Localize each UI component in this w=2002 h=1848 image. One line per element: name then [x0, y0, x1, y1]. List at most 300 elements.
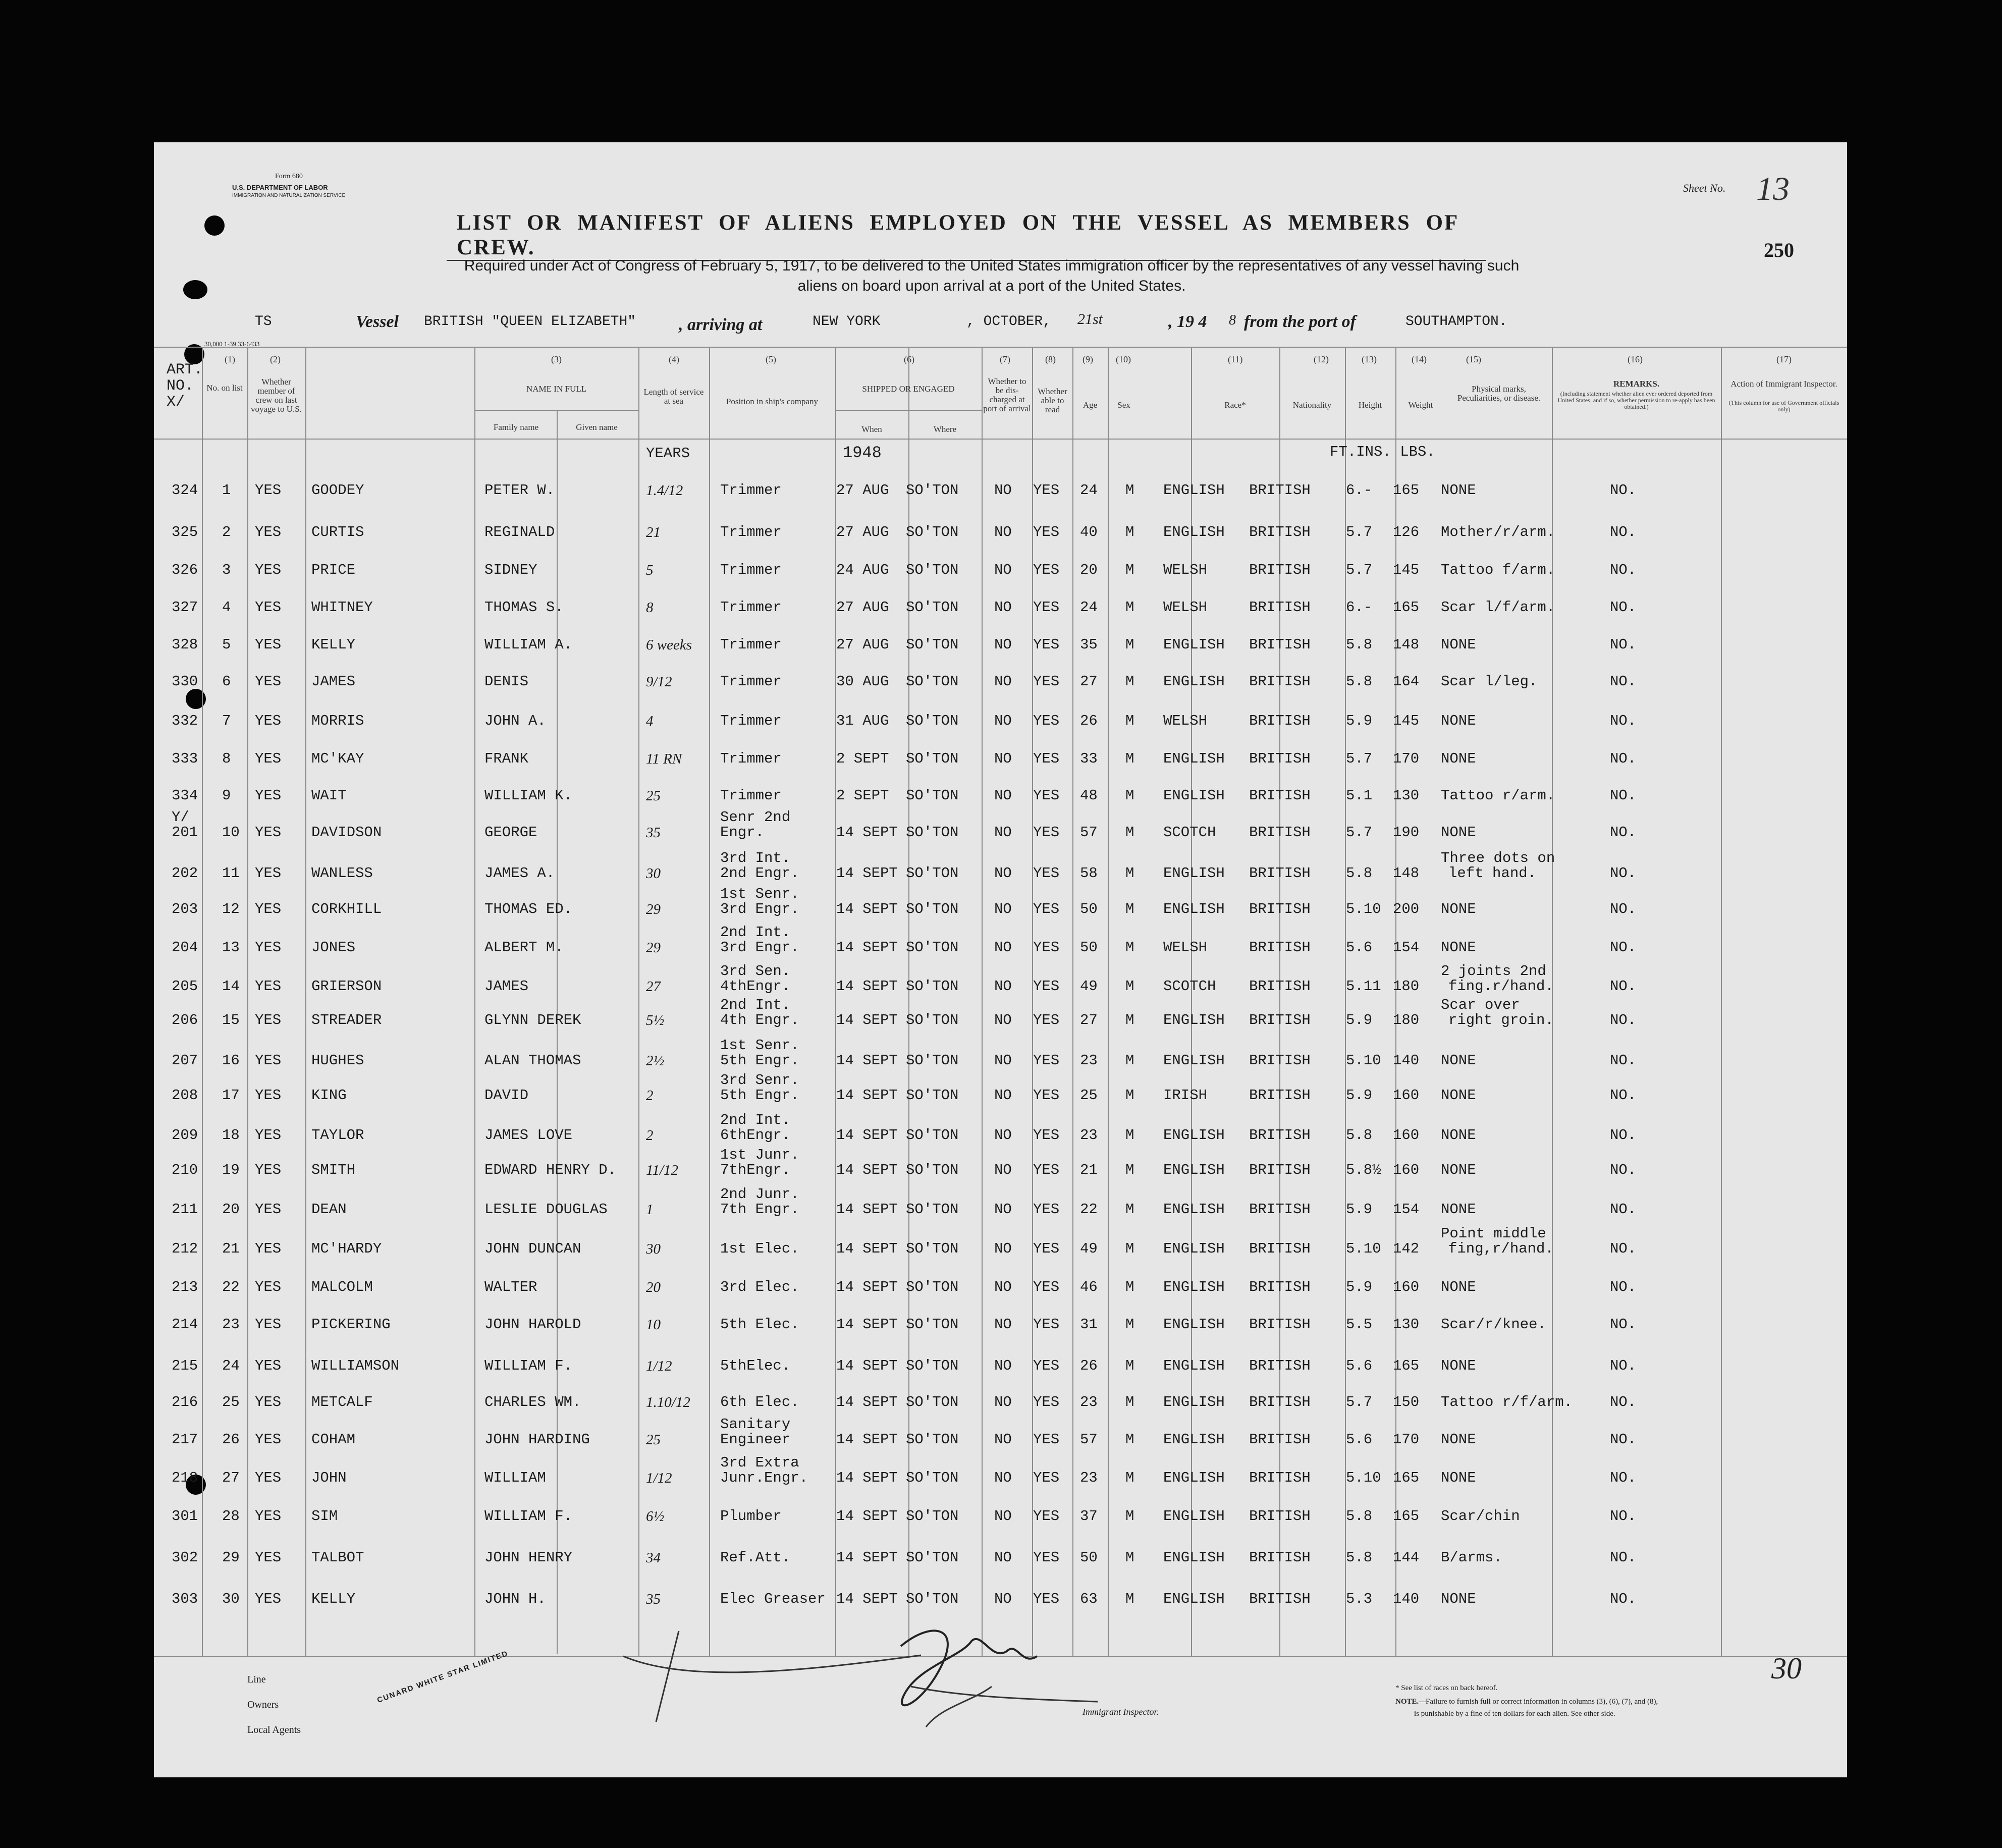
cell-art-prefix: Y/: [172, 809, 189, 826]
col-4-header: Length of service at sea: [643, 387, 704, 406]
cell-weight: 165: [1393, 482, 1420, 499]
cell-able-to-read: YES: [1033, 1012, 1060, 1028]
cell-sex: M: [1125, 750, 1134, 767]
cell-prev-voyage: YES: [255, 1431, 282, 1448]
cell-remarks: NO.: [1610, 1357, 1637, 1374]
cell-list-no: 4: [222, 599, 231, 616]
cell-height: 5.9: [1346, 1087, 1373, 1104]
cell-nationality: BRITISH: [1249, 562, 1311, 578]
cell-remarks: NO.: [1610, 524, 1637, 540]
cell-discharged: NO: [994, 1127, 1012, 1144]
cell-remarks: NO.: [1610, 1431, 1637, 1448]
cell-list-no: 14: [222, 978, 240, 995]
cell-weight: 154: [1393, 1201, 1420, 1218]
cell-prev-voyage: YES: [255, 1316, 282, 1333]
cell-able-to-read: YES: [1033, 599, 1060, 616]
cell-physical-marks: Scar l/f/arm.: [1441, 599, 1555, 616]
cell-race: ENGLISH: [1163, 1508, 1225, 1525]
cell-weight: 160: [1393, 1279, 1420, 1295]
cell-weight: 154: [1393, 939, 1420, 956]
cell-given-name: WILLIAM A.: [484, 636, 573, 653]
line-label: Line: [247, 1674, 266, 1685]
cell-shipped-when: 14 SEPT: [836, 1201, 898, 1218]
cell-shipped-where: SO'TON: [906, 1508, 959, 1525]
cell-art-no: 327: [172, 599, 198, 616]
cell-nationality: BRITISH: [1249, 901, 1311, 917]
cell-discharged: NO: [994, 1162, 1012, 1178]
cell-age: 31: [1080, 1316, 1098, 1333]
cell-given-name: FRANK: [484, 750, 529, 767]
cell-sex: M: [1125, 978, 1134, 995]
cell-physical-marks: Tattoo r/f/arm.: [1441, 1394, 1573, 1410]
cell-list-no: 26: [222, 1431, 240, 1448]
cell-art-no: 203: [172, 901, 198, 917]
table-row: [154, 1416, 1847, 1458]
cell-prev-voyage: YES: [255, 1508, 282, 1525]
cell-position-line2: 5th Engr.: [720, 1052, 799, 1069]
cell-given-name: JOHN DUNCAN: [484, 1240, 581, 1257]
cell-prev-voyage: YES: [255, 713, 282, 729]
cell-shipped-where: SO'TON: [906, 673, 959, 690]
art-no-header: ART. NO. X/: [167, 361, 203, 411]
cell-discharged: NO: [994, 599, 1012, 616]
cell-prev-voyage: YES: [255, 636, 282, 653]
cell-sex: M: [1125, 939, 1134, 956]
col-16-note: (Including statement whether alien ever ordered deported from United States, and if so, whether permission to re-apply has been obtained.): [1557, 390, 1715, 410]
cell-weight: 140: [1393, 1591, 1420, 1607]
cell-discharged: NO: [994, 1052, 1012, 1069]
cell-list-no: 20: [222, 1201, 240, 1218]
cell-length-of-service: 21: [646, 524, 661, 540]
cell-shipped-where: SO'TON: [906, 901, 959, 917]
cell-sex: M: [1125, 1279, 1134, 1295]
cell-height: 5.9: [1346, 1279, 1373, 1295]
cell-nationality: BRITISH: [1249, 1052, 1311, 1069]
cell-height: 6.-: [1346, 482, 1373, 499]
cell-height: 5.8½: [1346, 1162, 1381, 1178]
cell-position: Trimmer: [720, 673, 782, 690]
cell-weight: 165: [1393, 599, 1420, 616]
cell-remarks: NO.: [1610, 636, 1637, 653]
cell-shipped-where: SO'TON: [906, 787, 959, 804]
cell-nationality: BRITISH: [1249, 1240, 1311, 1257]
cell-length-of-service: 8: [646, 600, 654, 616]
cell-weight: 165: [1393, 1508, 1420, 1525]
cell-physical-marks: NONE: [1441, 713, 1476, 729]
cell-race: ENGLISH: [1163, 1591, 1225, 1607]
cell-list-no: 7: [222, 713, 231, 729]
col-15-header: Physical marks, Peculiarities, or disease.: [1457, 384, 1541, 403]
cell-sex: M: [1125, 1549, 1134, 1566]
cell-nationality: BRITISH: [1249, 636, 1311, 653]
cell-age: 27: [1080, 673, 1098, 690]
cell-age: 50: [1080, 901, 1098, 917]
cell-nationality: BRITISH: [1249, 713, 1311, 729]
cell-age: 26: [1080, 713, 1098, 729]
manifest-sheet: [154, 142, 1847, 1777]
cell-prev-voyage: YES: [255, 1279, 282, 1295]
cell-shipped-when: 14 SEPT: [836, 1549, 898, 1566]
cell-list-no: 27: [222, 1470, 240, 1486]
cell-prev-voyage: YES: [255, 1357, 282, 1374]
cell-family-name: TAYLOR: [311, 1127, 364, 1144]
table-row: [154, 963, 1847, 1005]
cell-shipped-when: 31 AUG: [836, 713, 889, 729]
cell-discharged: NO: [994, 562, 1012, 578]
cell-physical-marks: 2 joints 2nd: [1441, 963, 1546, 980]
cell-prev-voyage: YES: [255, 482, 282, 499]
cell-race: WELSH: [1163, 562, 1208, 578]
cell-length-of-service: 9/12: [646, 674, 672, 690]
cell-nationality: BRITISH: [1249, 1201, 1311, 1218]
cell-height: 5.7: [1346, 824, 1373, 841]
cell-discharged: NO: [994, 1201, 1012, 1218]
cell-nationality: BRITISH: [1249, 1279, 1311, 1295]
cell-able-to-read: YES: [1033, 482, 1060, 499]
cell-given-name: THOMAS ED.: [484, 901, 573, 917]
cell-age: 57: [1080, 1431, 1098, 1448]
col-num: (1): [225, 354, 235, 364]
cell-position: 1st Junr.: [720, 1147, 799, 1163]
cell-weight: 130: [1393, 1316, 1420, 1333]
cell-physical-marks-line2: fing,r/hand.: [1448, 1240, 1554, 1257]
cell-prev-voyage: YES: [255, 1087, 282, 1104]
cell-shipped-when: 14 SEPT: [836, 1394, 898, 1410]
cell-discharged: NO: [994, 901, 1012, 917]
cell-art-no: 209: [172, 1127, 198, 1144]
cell-physical-marks: Scar l/leg.: [1441, 673, 1538, 690]
cell-family-name: CURTIS: [311, 524, 364, 540]
table-row: [154, 777, 1847, 814]
cell-position-line2: 5th Engr.: [720, 1087, 799, 1104]
cell-able-to-read: YES: [1033, 1431, 1060, 1448]
cell-sex: M: [1125, 713, 1134, 729]
cell-position: 3rd Elec.: [720, 1279, 799, 1295]
col-3-given: Given name: [576, 422, 618, 432]
cell-prev-voyage: YES: [255, 750, 282, 767]
cell-sex: M: [1125, 599, 1134, 616]
cell-list-no: 25: [222, 1394, 240, 1410]
cell-height: 5.9: [1346, 713, 1373, 729]
cell-family-name: MALCOLM: [311, 1279, 373, 1295]
cell-nationality: BRITISH: [1249, 1162, 1311, 1178]
cell-remarks: NO.: [1610, 1087, 1637, 1104]
cell-length-of-service: 30: [646, 865, 661, 882]
cell-remarks: NO.: [1610, 1394, 1637, 1410]
cell-list-no: 10: [222, 824, 240, 841]
cell-physical-marks: NONE: [1441, 636, 1476, 653]
cell-remarks: NO.: [1610, 482, 1637, 499]
cell-able-to-read: YES: [1033, 1087, 1060, 1104]
note-text-1: Failure to furnish full or correct information in columns (3), (6), (7), and (8),: [1426, 1698, 1658, 1706]
cell-art-no: 204: [172, 939, 198, 956]
cell-position: Ref.Att.: [720, 1549, 791, 1566]
cell-given-name: DENIS: [484, 673, 529, 690]
cell-sex: M: [1125, 1127, 1134, 1144]
cell-sex: M: [1125, 1431, 1134, 1448]
cell-weight: 165: [1393, 1357, 1420, 1374]
cell-race: SCOTCH: [1163, 978, 1216, 995]
table-row: [154, 552, 1847, 589]
cell-height: 5.10: [1346, 1240, 1381, 1257]
cell-age: 21: [1080, 1162, 1098, 1178]
cell-length-of-service: 2: [646, 1088, 654, 1104]
cell-shipped-where: SO'TON: [906, 1012, 959, 1028]
cell-length-of-service: 29: [646, 901, 661, 917]
cell-given-name: ALAN THOMAS: [484, 1052, 581, 1069]
from-label: from the port of: [1244, 312, 1356, 331]
cell-height: 5.8: [1346, 1127, 1373, 1144]
cell-shipped-where: SO'TON: [906, 599, 959, 616]
cell-physical-marks: Tattoo f/arm.: [1441, 562, 1555, 578]
cell-physical-marks: Three dots on: [1441, 850, 1555, 866]
department: U.S. DEPARTMENT OF LABOR: [232, 184, 328, 191]
note-label: NOTE.—: [1395, 1698, 1427, 1706]
cell-weight: 160: [1393, 1127, 1420, 1144]
cell-family-name: JOHN: [311, 1470, 347, 1486]
cell-position: 2nd Int.: [720, 924, 791, 941]
company-stamp: CUNARD WHITE STAR LIMITED: [376, 1649, 510, 1705]
cell-remarks: NO.: [1610, 1052, 1637, 1069]
cell-family-name: CORKHILL: [311, 901, 382, 917]
cell-given-name: GLYNN DEREK: [484, 1012, 581, 1028]
cell-shipped-when: 14 SEPT: [836, 901, 898, 917]
cell-art-no: 326: [172, 562, 198, 578]
cell-age: 26: [1080, 1357, 1098, 1374]
cell-weight: 145: [1393, 713, 1420, 729]
cell-age: 37: [1080, 1508, 1098, 1525]
cell-shipped-when: 27 AUG: [836, 524, 889, 540]
cell-art-no: 325: [172, 524, 198, 540]
cell-sex: M: [1125, 1201, 1134, 1218]
col-num: (11): [1228, 354, 1243, 364]
cell-age: 49: [1080, 1240, 1098, 1257]
cell-shipped-when: 14 SEPT: [836, 1357, 898, 1374]
cell-shipped-where: SO'TON: [906, 1316, 959, 1333]
table-row: [154, 1186, 1847, 1228]
cell-discharged: NO: [994, 750, 1012, 767]
cell-shipped-where: SO'TON: [906, 824, 959, 841]
cell-physical-marks: NONE: [1441, 901, 1476, 917]
cell-race: WELSH: [1163, 939, 1208, 956]
cell-height: 5.8: [1346, 865, 1373, 882]
cell-position: Trimmer: [720, 482, 782, 499]
cell-age: 25: [1080, 1087, 1098, 1104]
cell-sex: M: [1125, 524, 1134, 540]
cell-length-of-service: 25: [646, 1432, 661, 1448]
cell-position: 3rd Senr.: [720, 1072, 799, 1089]
cell-position: Trimmer: [720, 750, 782, 767]
cell-shipped-where: SO'TON: [906, 524, 959, 540]
cell-list-no: 5: [222, 636, 231, 653]
vessel-name: BRITISH "QUEEN ELIZABETH": [424, 314, 636, 330]
cell-shipped-where: SO'TON: [906, 865, 959, 882]
cell-physical-marks: NONE: [1441, 1431, 1476, 1448]
cell-physical-marks: Tattoo r/arm.: [1441, 787, 1555, 804]
cell-nationality: BRITISH: [1249, 599, 1311, 616]
cell-nationality: BRITISH: [1249, 482, 1311, 499]
table-top-rule: [154, 347, 1847, 348]
table-row: [154, 1384, 1847, 1421]
cell-remarks: NO.: [1610, 1316, 1637, 1333]
cell-race: ENGLISH: [1163, 1012, 1225, 1028]
cell-able-to-read: YES: [1033, 1357, 1060, 1374]
cell-physical-marks: NONE: [1441, 1087, 1476, 1104]
cell-weight: 180: [1393, 1012, 1420, 1028]
cell-family-name: SMITH: [311, 1162, 356, 1178]
cell-length-of-service: 34: [646, 1550, 661, 1566]
cell-race: ENGLISH: [1163, 1549, 1225, 1566]
cell-family-name: WHITNEY: [311, 599, 373, 616]
cell-given-name: JOHN HARDING: [484, 1431, 590, 1448]
cell-weight: 145: [1393, 562, 1420, 578]
col-6-where: Where: [933, 424, 957, 434]
cell-able-to-read: YES: [1033, 1201, 1060, 1218]
table-row: [154, 886, 1847, 928]
cell-family-name: PRICE: [311, 562, 356, 578]
cell-physical-marks: NONE: [1441, 1162, 1476, 1178]
table-row: [154, 472, 1847, 509]
cell-position: Trimmer: [720, 636, 782, 653]
cell-able-to-read: YES: [1033, 1052, 1060, 1069]
cell-height: 6.-: [1346, 599, 1373, 616]
cell-position: Trimmer: [720, 599, 782, 616]
cell-family-name: METCALF: [311, 1394, 373, 1410]
cell-nationality: BRITISH: [1249, 978, 1311, 995]
punch-hole: [183, 280, 207, 299]
cell-given-name: REGINALD: [484, 524, 555, 540]
cell-weight: 165: [1393, 1470, 1420, 1486]
cell-sex: M: [1125, 1470, 1134, 1486]
cell-sex: M: [1125, 562, 1134, 578]
cell-able-to-read: YES: [1033, 1394, 1060, 1410]
cell-able-to-read: YES: [1033, 939, 1060, 956]
cell-list-no: 16: [222, 1052, 240, 1069]
cell-given-name: JOHN HAROLD: [484, 1316, 581, 1333]
cell-shipped-where: SO'TON: [906, 1357, 959, 1374]
cell-sex: M: [1125, 1357, 1134, 1374]
cell-list-no: 9: [222, 787, 231, 804]
cell-shipped-where: SO'TON: [906, 1549, 959, 1566]
cell-position-line2: 3rd Engr.: [720, 901, 799, 917]
cell-physical-marks: NONE: [1441, 1470, 1476, 1486]
cell-position: Plumber: [720, 1508, 782, 1525]
cell-discharged: NO: [994, 1279, 1012, 1295]
cell-able-to-read: YES: [1033, 1470, 1060, 1486]
cell-physical-marks: Scar/chin: [1441, 1508, 1520, 1525]
cell-given-name: JOHN H.: [484, 1591, 546, 1607]
cell-given-name: JAMES A.: [484, 865, 555, 882]
cell-list-no: 24: [222, 1357, 240, 1374]
cell-list-no: 6: [222, 673, 231, 690]
cell-discharged: NO: [994, 673, 1012, 690]
cell-able-to-read: YES: [1033, 524, 1060, 540]
col-num: (2): [270, 354, 281, 364]
cell-nationality: BRITISH: [1249, 865, 1311, 882]
cell-nationality: BRITISH: [1249, 750, 1311, 767]
cell-discharged: NO: [994, 1012, 1012, 1028]
cell-race: ENGLISH: [1163, 524, 1225, 540]
cell-given-name: LESLIE DOUGLAS: [484, 1201, 608, 1218]
cell-race: ENGLISH: [1163, 865, 1225, 882]
cell-remarks: NO.: [1610, 1201, 1637, 1218]
cell-height: 5.7: [1346, 562, 1373, 578]
cell-prev-voyage: YES: [255, 524, 282, 540]
cell-list-no: 19: [222, 1162, 240, 1178]
cell-art-no: 303: [172, 1591, 198, 1607]
cell-family-name: KELLY: [311, 1591, 356, 1607]
col-num: (17): [1776, 354, 1792, 364]
table-row: [154, 1072, 1847, 1114]
cell-discharged: NO: [994, 787, 1012, 804]
cell-prev-voyage: YES: [255, 1591, 282, 1607]
cell-position-line2: 2nd Engr.: [720, 865, 799, 882]
cell-physical-marks-line2: fing.r/hand.: [1448, 978, 1554, 995]
cell-height: 5.9: [1346, 1201, 1373, 1218]
cell-height: 5.7: [1346, 1394, 1373, 1410]
cell-art-no: 202: [172, 865, 198, 882]
cell-discharged: NO: [994, 1240, 1012, 1257]
cell-nationality: BRITISH: [1249, 673, 1311, 690]
cell-shipped-where: SO'TON: [906, 1162, 959, 1178]
cell-age: 46: [1080, 1279, 1098, 1295]
cell-prev-voyage: YES: [255, 1240, 282, 1257]
cell-art-no: 207: [172, 1052, 198, 1069]
cell-prev-voyage: YES: [255, 599, 282, 616]
cell-weight: 200: [1393, 901, 1420, 917]
cell-physical-marks: B/arms.: [1441, 1549, 1502, 1566]
col-11-header: Race*: [1224, 400, 1246, 410]
col-num: (7): [1000, 354, 1010, 364]
cell-prev-voyage: YES: [255, 1394, 282, 1410]
cell-prev-voyage: YES: [255, 673, 282, 690]
cell-sex: M: [1125, 1052, 1134, 1069]
cell-position-line2: Engineer: [720, 1431, 791, 1448]
col-10-header: Sex: [1117, 400, 1130, 410]
cell-physical-marks: NONE: [1441, 824, 1476, 841]
table-row: [154, 589, 1847, 626]
col-num: (16): [1628, 354, 1643, 364]
cell-sex: M: [1125, 824, 1134, 841]
cell-art-no: 216: [172, 1394, 198, 1410]
col-14-header: Weight: [1408, 400, 1433, 410]
cell-length-of-service: 20: [646, 1279, 661, 1295]
cell-height: 5.8: [1346, 636, 1373, 653]
table-row: [154, 850, 1847, 892]
form-number: Form 680: [275, 173, 303, 180]
cell-age: 40: [1080, 524, 1098, 540]
cell-height: 5.6: [1346, 939, 1373, 956]
cell-weight: 140: [1393, 1052, 1420, 1069]
cell-able-to-read: YES: [1033, 787, 1060, 804]
cell-position: 2nd Junr.: [720, 1186, 799, 1203]
cell-shipped-when: 14 SEPT: [836, 1591, 898, 1607]
cell-able-to-read: YES: [1033, 1127, 1060, 1144]
cell-position-line2: 7thEngr.: [720, 1162, 791, 1178]
cell-position: Sanitary: [720, 1416, 791, 1433]
table-row: [154, 1147, 1847, 1189]
cell-list-no: 13: [222, 939, 240, 956]
cell-list-no: 30: [222, 1591, 240, 1607]
cell-prev-voyage: YES: [255, 978, 282, 995]
col-num: (14): [1412, 354, 1427, 364]
cell-prev-voyage: YES: [255, 787, 282, 804]
cell-family-name: GRIERSON: [311, 978, 382, 995]
cell-remarks: NO.: [1610, 750, 1637, 767]
cell-remarks: NO.: [1610, 787, 1637, 804]
cell-race: ENGLISH: [1163, 1431, 1225, 1448]
cell-position: 3rd Extra: [720, 1454, 799, 1471]
